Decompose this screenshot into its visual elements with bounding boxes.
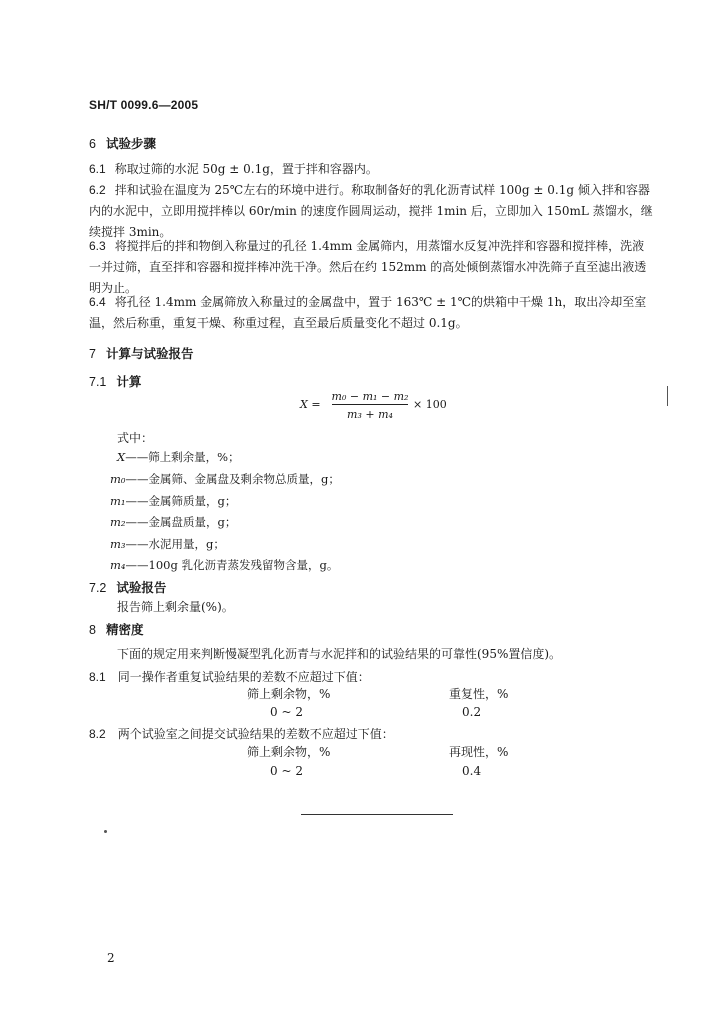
definition-symbol: m₂	[110, 515, 126, 529]
table-8-1-header-residue: 筛上剩余物，%	[247, 687, 331, 701]
formula-lhs: X =	[300, 398, 321, 411]
definition-item	[110, 493, 236, 509]
paragraph-6-2-text: 拌和试验在温度为 25℃左右的环境中进行。称取制备好的乳化沥青试样 100g ± 0.1g 倾入拌和容器内的水泥中，立即用搅拌棒以 60r/min 的速度作圆周运动，搅拌 1min 后，立即加入 150mL 蒸馏水，继续搅拌 3min。	[89, 183, 653, 239]
definition-text: ——金属盘质量，g；	[125, 515, 237, 529]
paragraph-6-4-number: 6.4	[89, 295, 106, 309]
paragraph-8-1	[89, 668, 370, 685]
fraction-bar	[332, 404, 408, 405]
definition-item	[110, 514, 236, 530]
subsection-7-1-number: 7.1	[89, 375, 107, 389]
section-8-title: 精密度	[105, 622, 144, 637]
subsection-7-1-title: 计算	[116, 374, 142, 389]
table-8-1-header-repeatability: 重复性，%	[449, 687, 509, 701]
standard-header: SH/T 0099.6—2005	[89, 98, 199, 112]
scan-mark	[667, 386, 668, 406]
definition-text: ——金属筛质量，g；	[125, 494, 237, 508]
section-8-number: 8	[89, 623, 96, 637]
definition-symbol: m₀	[110, 472, 126, 486]
paragraph-8-1-number: 8.1	[89, 670, 106, 684]
scan-dot	[104, 830, 107, 833]
paragraph-6-1-number: 6.1	[89, 162, 106, 176]
subsection-7-1-heading	[89, 372, 141, 390]
paragraph-6-4-text: 将孔径 1.4mm 金属筛放入称量过的金属盘中，置于 163℃ ± 1℃的烘箱中干燥 1h，取出冷却至室温，然后称重，重复干燥、称重过程，直至最后质量变化不超过 0.1g。	[89, 295, 647, 330]
where-label: 式中：	[117, 431, 154, 445]
paragraph-6-1	[89, 159, 654, 180]
page-number: 2	[107, 951, 115, 965]
table-8-1-value-residue: 0 ~ 2	[270, 705, 303, 719]
table-8-2-value-residue: 0 ~ 2	[270, 764, 303, 778]
table-8-2-value-reproducibility: 0.4	[462, 764, 482, 778]
paragraph-6-2-number: 6.2	[89, 183, 106, 197]
subsection-7-2-heading	[89, 578, 166, 596]
section-8-intro: 下面的规定用来判断慢凝型乳化沥青与水泥拌和的试验结果的可靠性(95%置信度)。	[117, 647, 562, 661]
paragraph-6-2	[89, 180, 654, 243]
formula-rhs: × 100	[413, 398, 447, 411]
definition-symbol: m₁	[110, 494, 126, 508]
definition-symbol: X	[117, 450, 126, 464]
formula-numerator: m₀ − m₁ − m₂	[331, 390, 409, 403]
table-8-2-header-residue: 筛上剩余物，%	[247, 745, 331, 759]
section-6-number: 6	[89, 137, 96, 151]
section-7-title: 计算与试验报告	[105, 346, 194, 361]
table-8-1-value-repeatability: 0.2	[462, 705, 482, 719]
paragraph-8-2	[89, 725, 394, 742]
paragraph-6-3	[89, 236, 654, 299]
section-6-title: 试验步骤	[105, 136, 156, 151]
definition-symbol: m₄	[110, 558, 126, 572]
section-8-heading	[89, 620, 143, 638]
subsection-7-2-number: 7.2	[89, 581, 107, 595]
definition-text: ——筛上剩余量，%；	[125, 450, 240, 464]
definition-item	[110, 536, 225, 552]
table-8-2-header-reproducibility: 再现性，%	[449, 745, 509, 759]
paragraph-6-4	[89, 292, 654, 334]
definition-symbol: m₃	[110, 537, 126, 551]
definition-text: ——金属筛、金属盘及剩余物总质量，g；	[125, 472, 340, 486]
definition-item	[117, 449, 240, 465]
section-7-number: 7	[89, 347, 96, 361]
definition-item	[110, 471, 340, 487]
subsection-7-2-title: 试验报告	[116, 580, 167, 595]
paragraph-6-3-number: 6.3	[89, 239, 106, 253]
definition-item	[110, 557, 338, 573]
paragraph-8-1-text: 同一操作者重复试验结果的差数不应超过下值：	[117, 670, 370, 684]
definition-text: ——100g 乳化沥青蒸发残留物含量，g。	[125, 558, 339, 572]
section-6-heading	[89, 134, 156, 152]
section-7-heading	[89, 344, 193, 362]
paragraph-8-2-number: 8.2	[89, 727, 106, 741]
paragraph-6-1-text: 称取过筛的水泥 50g ± 0.1g，置于拌和容器内。	[114, 162, 378, 176]
formula-denominator: m₃ + m₄	[347, 408, 393, 421]
paragraph-6-3-text: 将搅拌后的拌和物倒入称量过的孔径 1.4mm 金属筛内，用蒸馏水反复冲洗拌和容器和搅拌棒，洗液一并过筛，直至拌和容器和搅拌棒冲洗干净。然后在约 152mm 的高处倾倒蒸馏水冲洗筛子直至滤出液透明为止。	[89, 239, 647, 295]
paragraph-8-2-text: 两个试验室之间提交试验结果的差数不应超过下值：	[117, 727, 394, 741]
end-rule	[301, 814, 453, 815]
definition-text: ——水泥用量，g；	[125, 537, 225, 551]
subsection-7-2-text: 报告筛上剩余量(%)。	[117, 600, 234, 614]
